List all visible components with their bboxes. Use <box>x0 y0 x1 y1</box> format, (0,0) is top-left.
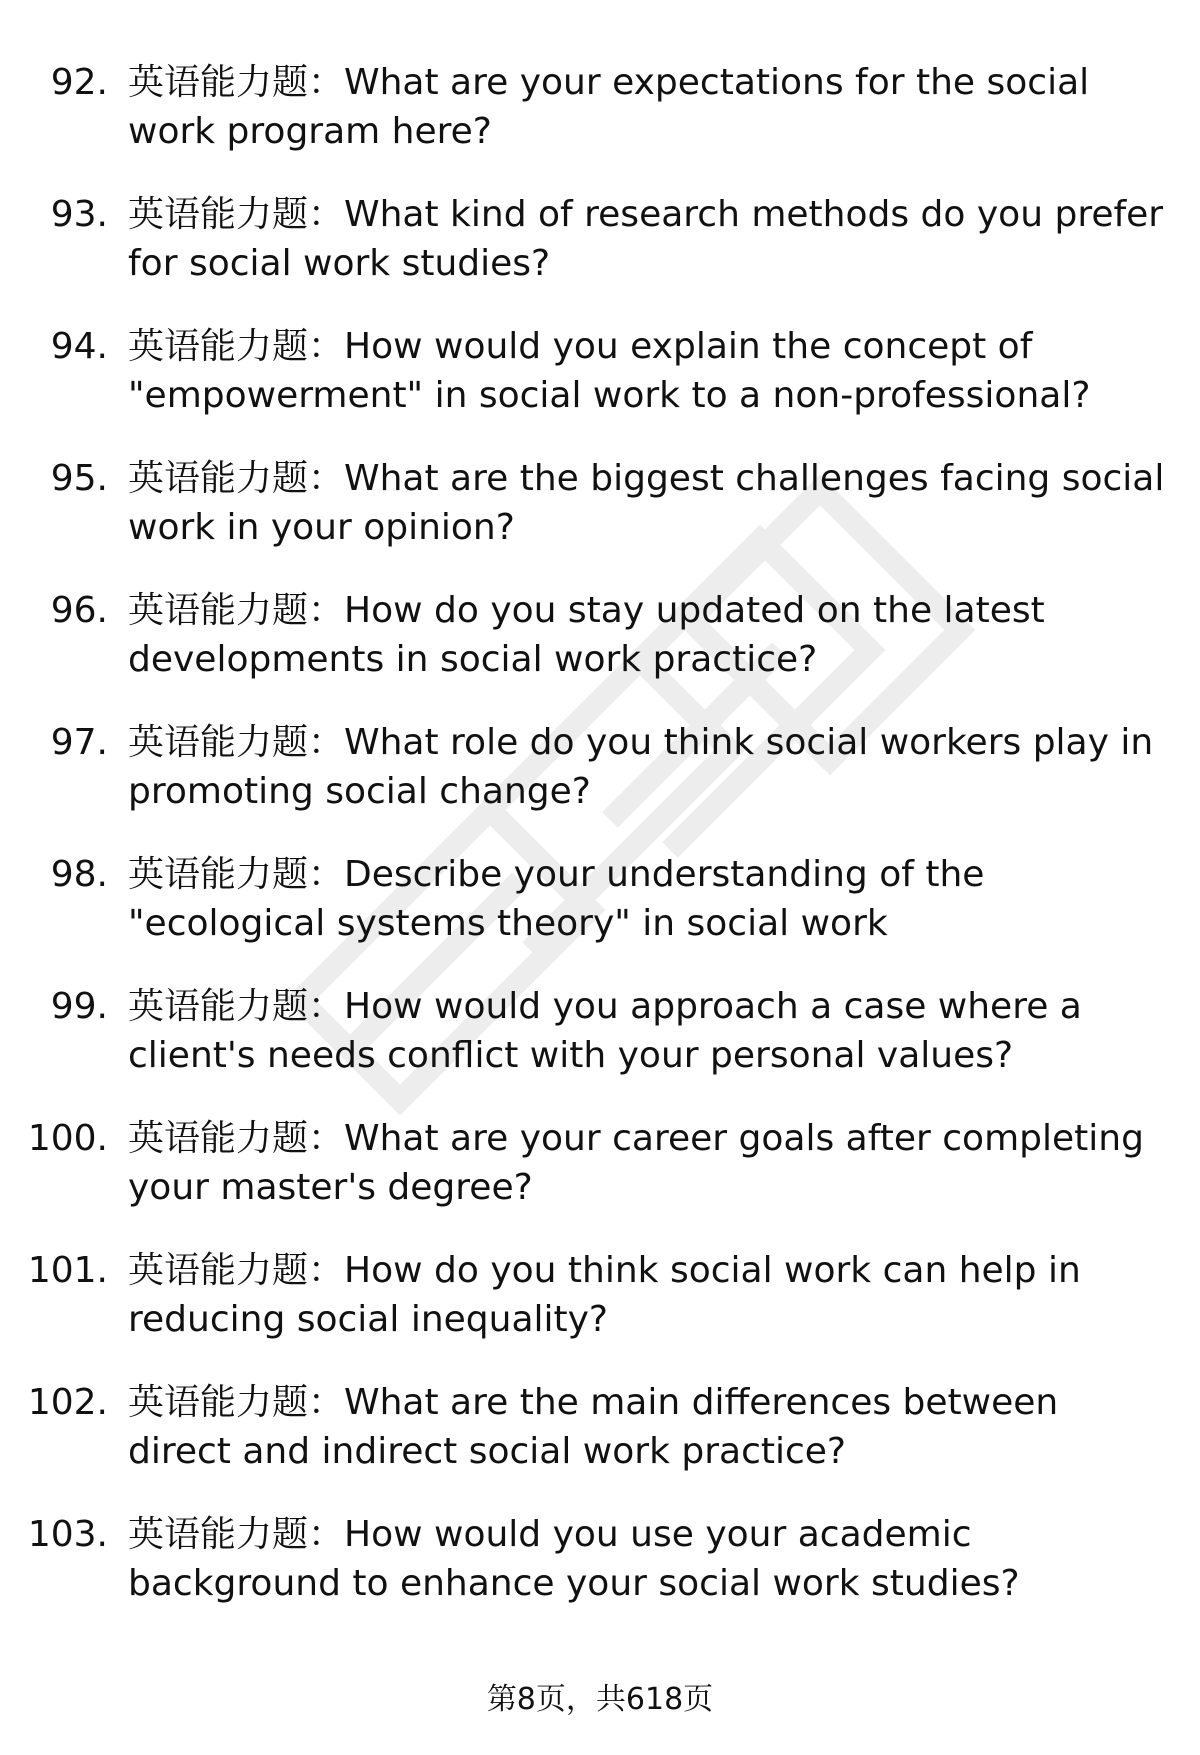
question-item <box>0 454 1200 586</box>
question-prefix: 英语能力题： <box>128 1382 345 1423</box>
question-text <box>128 982 1168 1080</box>
question-prefix: 英语能力题： <box>128 1118 345 1159</box>
question-number: 92. <box>50 62 108 103</box>
question-item <box>0 190 1200 322</box>
question-text <box>128 1246 1168 1344</box>
question-number: 95. <box>50 458 108 499</box>
question-number: 93. <box>50 194 108 235</box>
question-content: Describe your understanding of the "ecological systems theory" in social work <box>128 854 985 944</box>
question-item <box>0 1246 1200 1378</box>
question-prefix: 英语能力题： <box>128 62 345 103</box>
question-content: How do you think social work can help in reducing social inequality? <box>128 1250 1081 1340</box>
question-content: What are your expectations for the social work program here? <box>128 62 1090 152</box>
page-number-footer: 第8页，共618页 <box>486 1682 714 1717</box>
question-content: How would you use your academic background to enhance your social work studies? <box>128 1514 1020 1604</box>
question-prefix: 英语能力题： <box>128 326 345 367</box>
question-content: How do you stay updated on the latest developments in social work practice? <box>128 590 1045 680</box>
question-prefix: 英语能力题： <box>128 1514 345 1555</box>
question-text <box>128 718 1168 816</box>
question-prefix: 英语能力题： <box>128 194 345 235</box>
question-text <box>128 190 1168 288</box>
question-text <box>128 322 1168 420</box>
question-content: What role do you think social workers play in promoting social change? <box>128 722 1154 812</box>
question-prefix: 英语能力题： <box>128 590 345 631</box>
question-number: 98. <box>50 854 108 895</box>
question-number: 99. <box>50 986 108 1027</box>
question-number: 103. <box>27 1514 108 1555</box>
question-item <box>0 718 1200 850</box>
question-number: 102. <box>27 1382 108 1423</box>
question-prefix: 英语能力题： <box>128 1250 345 1291</box>
question-text <box>128 454 1168 552</box>
question-content: How would you explain the concept of "empowerment" in social work to a non-professional? <box>128 326 1091 416</box>
question-item <box>0 58 1200 190</box>
question-content: What are the biggest challenges facing social work in your opinion? <box>128 458 1165 548</box>
question-number: 94. <box>50 326 108 367</box>
question-item <box>0 586 1200 718</box>
question-content: What kind of research methods do you prefer for social work studies? <box>128 194 1164 284</box>
question-text <box>128 586 1168 684</box>
question-text <box>128 1378 1168 1476</box>
question-item <box>0 322 1200 454</box>
question-item <box>0 1114 1200 1246</box>
question-list <box>0 58 1200 1642</box>
question-content: What are the main differences between direct and indirect social work practice? <box>128 1382 1059 1472</box>
question-text <box>128 58 1168 156</box>
question-text <box>128 850 1168 948</box>
question-content: What are your career goals after completing your master's degree? <box>128 1118 1144 1208</box>
question-item <box>0 982 1200 1114</box>
question-number: 100. <box>27 1118 108 1159</box>
question-prefix: 英语能力题： <box>128 722 345 763</box>
question-number: 97. <box>50 722 108 763</box>
question-item <box>0 1510 1200 1642</box>
question-prefix: 英语能力题： <box>128 986 345 1027</box>
question-number: 96. <box>50 590 108 631</box>
question-text <box>128 1114 1168 1212</box>
question-number: 101. <box>27 1250 108 1291</box>
question-prefix: 英语能力题： <box>128 854 345 895</box>
question-content: How would you approach a case where a client's needs conflict with your personal values? <box>128 986 1082 1076</box>
question-item <box>0 1378 1200 1510</box>
question-item <box>0 850 1200 982</box>
question-prefix: 英语能力题： <box>128 458 345 499</box>
question-text <box>128 1510 1168 1608</box>
